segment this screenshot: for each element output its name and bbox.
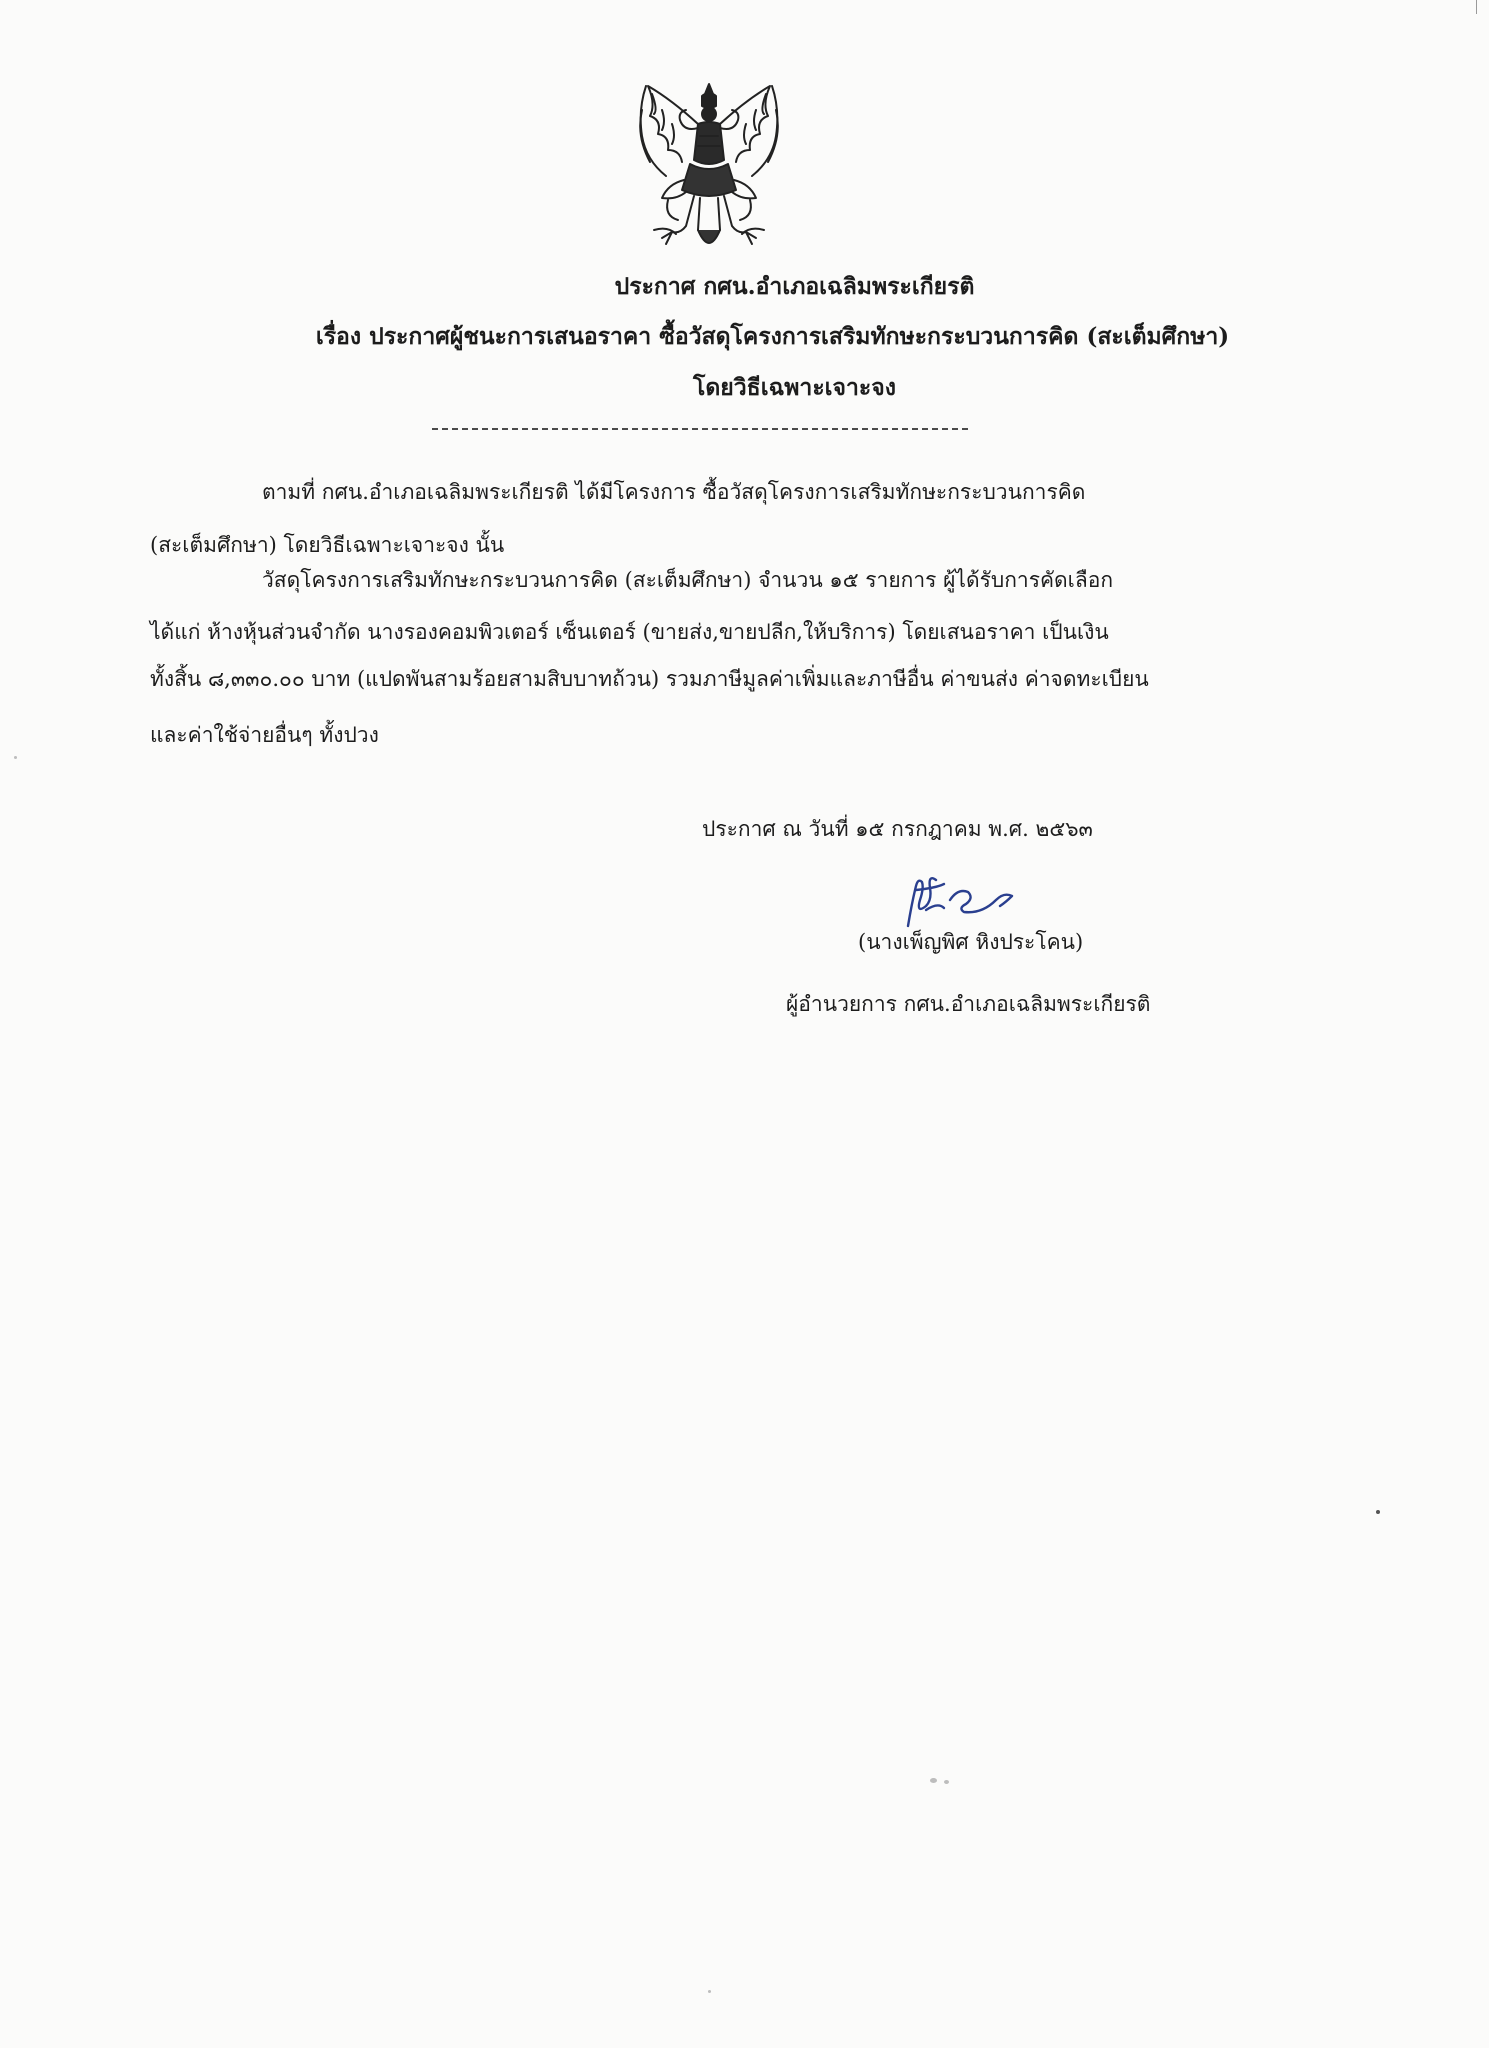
- garuda-emblem-icon: [628, 80, 790, 256]
- scan-speck: [1376, 1510, 1380, 1514]
- body-line-4: ได้แก่ ห้างหุ้นส่วนจำกัด นางรองคอมพิวเตอร์ เซ็นเตอร์ (ขายส่ง,ขายปลีก,ให้บริการ) โดยเสนอราคา เป็นเงิน: [150, 620, 1109, 644]
- announcement-method: โดยวิธีเฉพาะเจาะจง: [693, 374, 896, 401]
- announcement-heading: ประกาศ กศน.อำเภอเฉลิมพระเกียรติ: [614, 273, 975, 300]
- announcement-subject: เรื่อง ประกาศผู้ชนะการเสนอราคา ซื้อวัสดุโครงการเสริมทักษะกระบวนการคิด (สะเต็มศึกษา): [315, 323, 1230, 350]
- header-divider: [432, 428, 968, 430]
- scan-speck: [14, 756, 17, 759]
- signer-title: ผู้อำนวยการ กศน.อำเภอเฉลิมพระเกียรติ: [786, 992, 1151, 1016]
- scan-speck: [708, 1990, 711, 1993]
- body-line-5: ทั้งสิ้น ๘,๓๓๐.๐๐ บาท (แปดพันสามร้อยสามสิบบาทถ้วน) รวมภาษีมูลค่าเพิ่มและภาษีอื่น ค่าขนส่ง ค่าจดทะเบียน: [150, 667, 1149, 691]
- scan-speck: [930, 1778, 937, 1783]
- signature-image: [886, 866, 1066, 932]
- signer-name: (นางเพ็ญพิศ หิงประโคน): [858, 930, 1084, 954]
- body-line-3: วัสดุโครงการเสริมทักษะกระบวนการคิด (สะเต็มศึกษา) จำนวน ๑๕ รายการ ผู้ได้รับการคัดเลือก: [262, 568, 1114, 592]
- body-line-2: (สะเต็มศึกษา) โดยวิธีเฉพาะเจาะจง นั้น: [150, 533, 505, 557]
- scan-speck: [944, 1780, 949, 1784]
- page-edge-mark: [1476, 0, 1477, 14]
- announcement-date: ประกาศ ณ วันที่ ๑๕ กรกฎาคม พ.ศ. ๒๕๖๓: [702, 817, 1093, 841]
- body-line-6: และค่าใช้จ่ายอื่นๆ ทั้งปวง: [150, 723, 379, 747]
- body-line-1: ตามที่ กศน.อำเภอเฉลิมพระเกียรติ ได้มีโครงการ ซื้อวัสดุโครงการเสริมทักษะกระบวนการคิด: [262, 480, 1086, 504]
